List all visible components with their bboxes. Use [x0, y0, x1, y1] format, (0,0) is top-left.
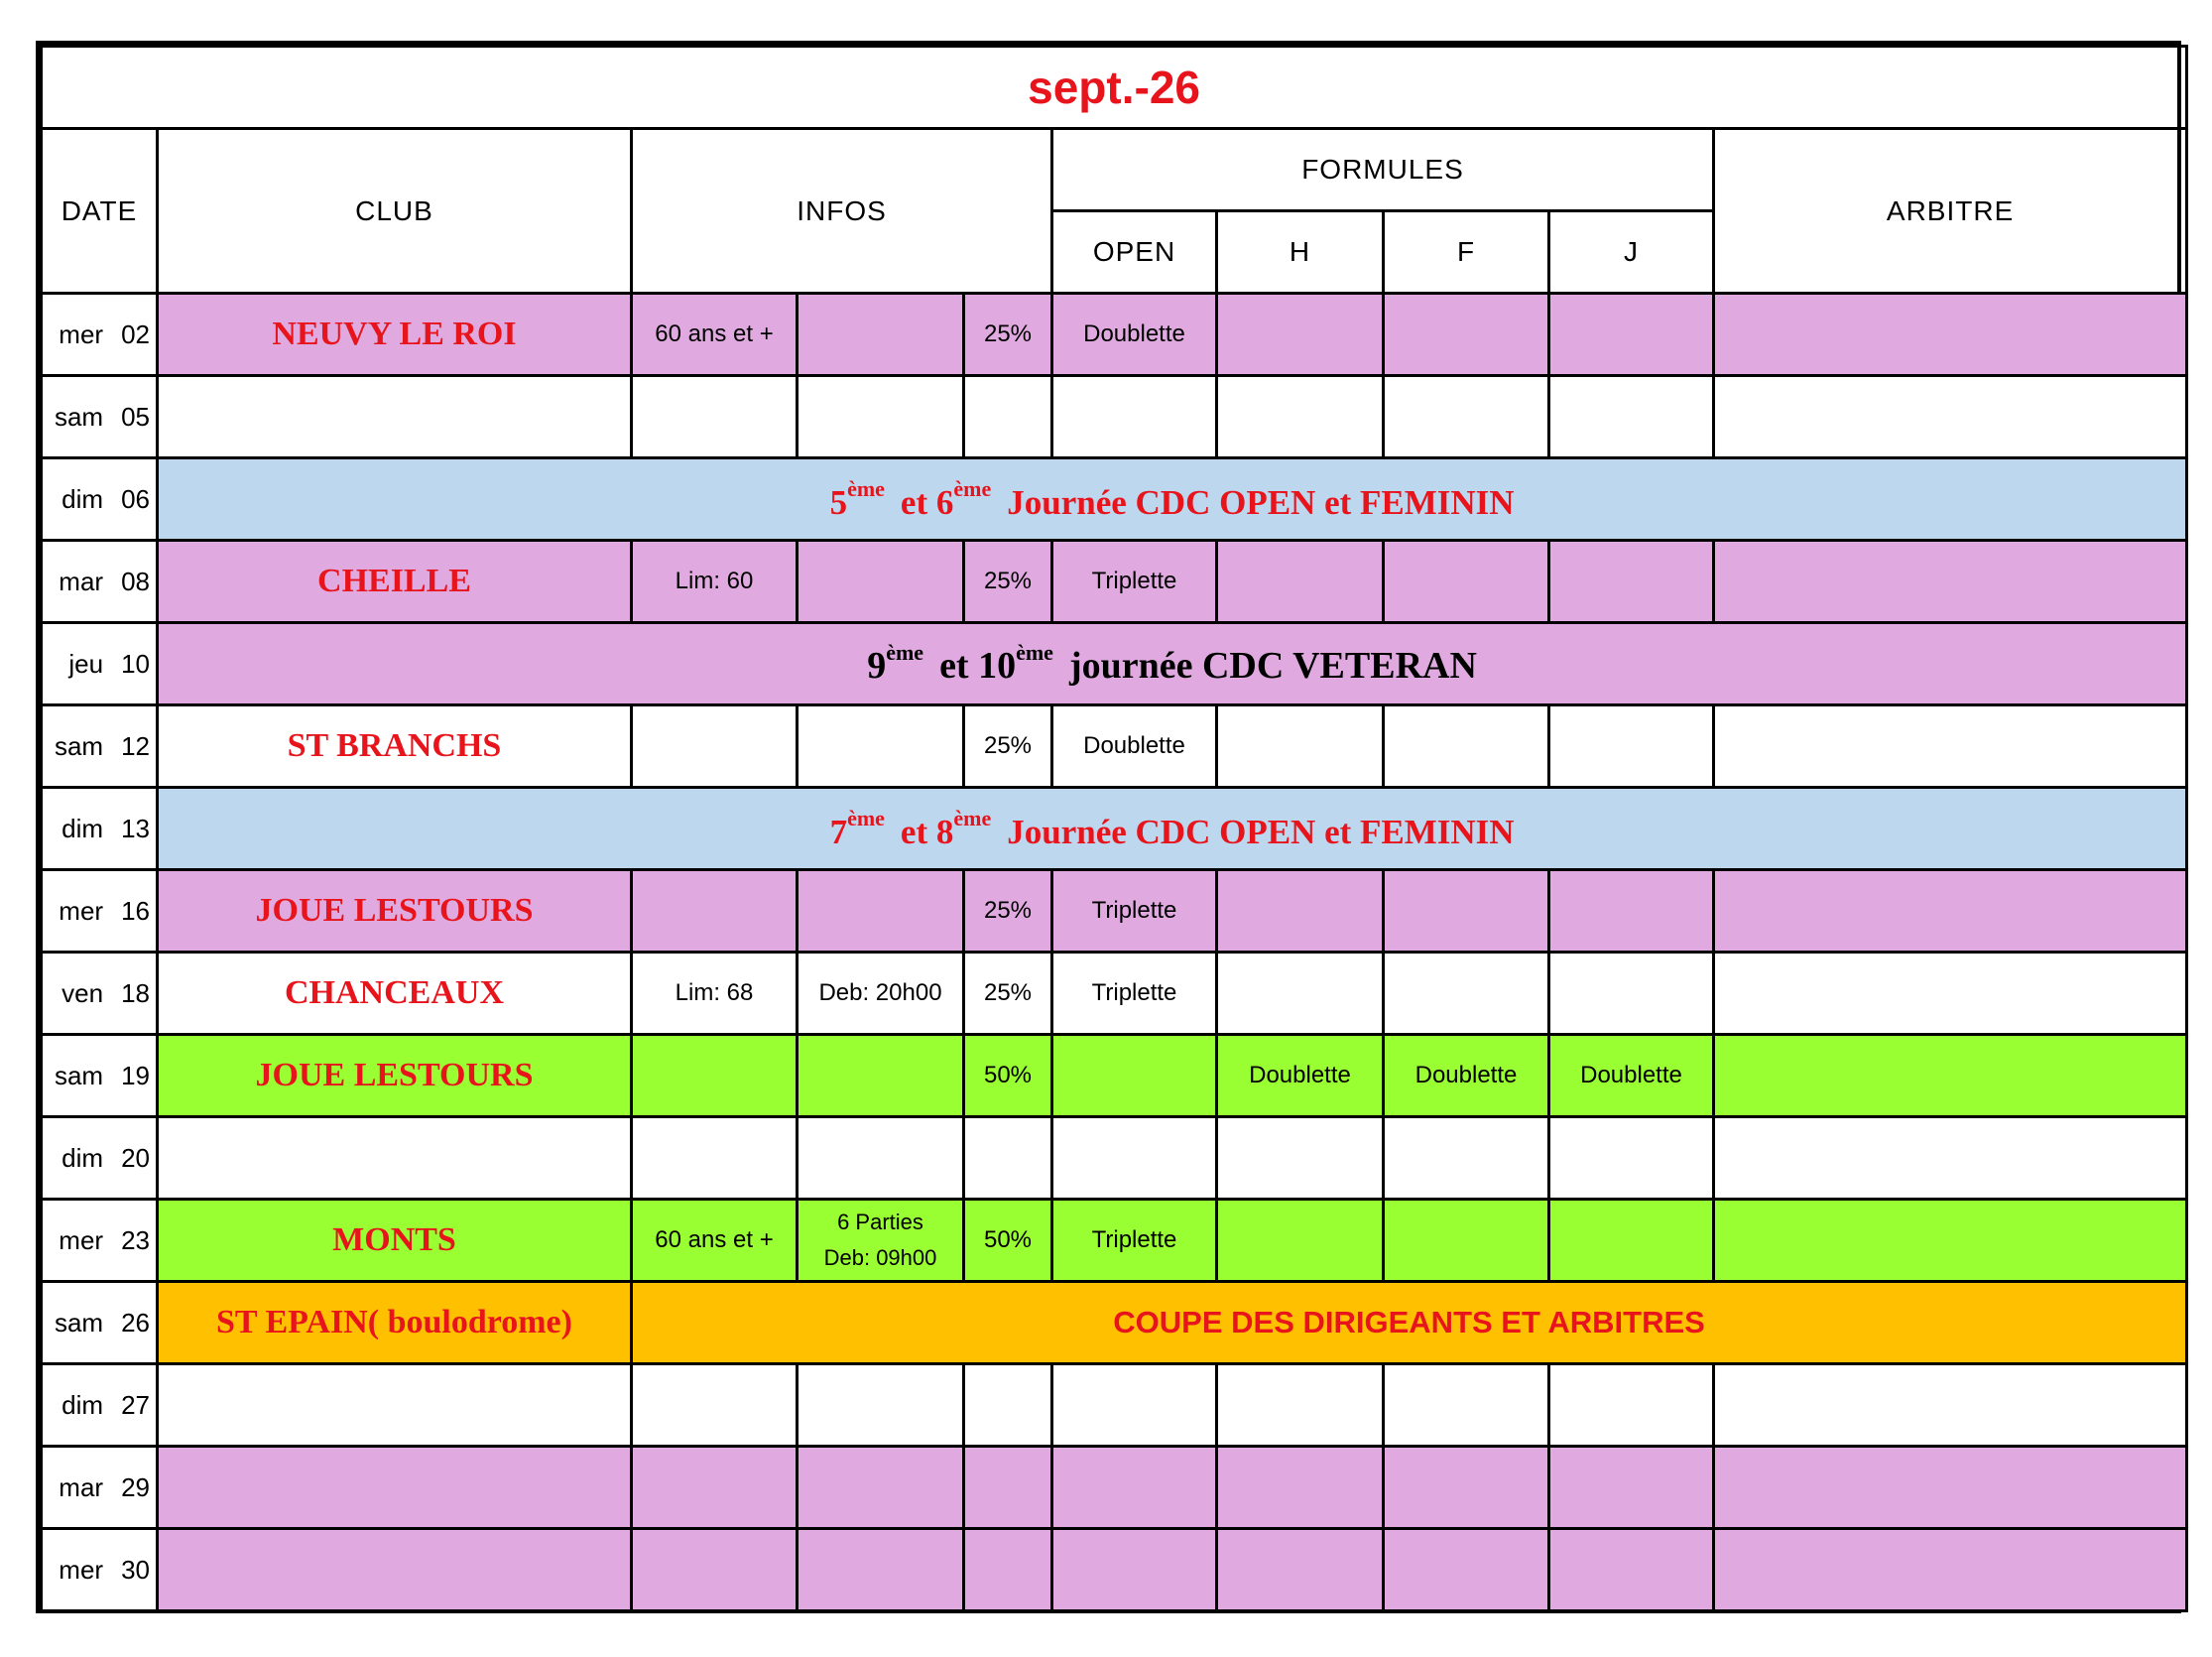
day-number: 12 — [121, 730, 150, 761]
table-row — [42, 788, 2187, 870]
percent-cell: 25% — [964, 294, 1052, 376]
h-cell — [1217, 541, 1384, 623]
info2-cell — [798, 1200, 964, 1282]
table-row — [42, 1200, 2187, 1282]
info1-cell — [632, 1529, 798, 1611]
club-cell: ST EPAIN( boulodrome) — [158, 1282, 632, 1364]
date-cell — [42, 623, 158, 705]
day-number: 18 — [121, 977, 150, 1008]
j-cell — [1549, 1529, 1714, 1611]
day-name: mer — [59, 319, 104, 349]
info2-line: 6 Parties — [837, 1210, 923, 1234]
f-cell — [1384, 1529, 1549, 1611]
percent-cell — [964, 1447, 1052, 1529]
table-row — [42, 376, 2187, 458]
table-row — [42, 1035, 2187, 1117]
banner-ordinal: et 10 — [939, 645, 1017, 687]
day-number: 19 — [121, 1060, 150, 1090]
header-j: J — [1549, 211, 1714, 294]
table-row — [42, 1364, 2187, 1447]
date-cell — [42, 294, 158, 376]
j-cell — [1549, 376, 1714, 458]
date-cell — [42, 705, 158, 788]
day-number: 08 — [121, 566, 150, 596]
f-cell — [1384, 376, 1549, 458]
club-cell: CHEILLE — [158, 541, 632, 623]
percent-cell: 25% — [964, 541, 1052, 623]
table-row — [42, 294, 2187, 376]
arbitre-cell — [1714, 1529, 2187, 1611]
j-cell — [1549, 294, 1714, 376]
open-cell: Doublette — [1052, 294, 1217, 376]
arbitre-cell — [1714, 953, 2187, 1035]
h-cell — [1217, 953, 1384, 1035]
banner-text: journée CDC VETERAN — [1068, 645, 1477, 687]
table-row — [42, 1529, 2187, 1611]
table-row — [42, 1117, 2187, 1200]
event-banner: COUPE DES DIRIGEANTS ET ARBITRES — [632, 1282, 2187, 1364]
calendar-table — [40, 45, 2188, 1612]
date-cell — [42, 1529, 158, 1611]
open-cell: Triplette — [1052, 541, 1217, 623]
banner-ordinal: et 8 — [900, 812, 954, 851]
arbitre-cell — [1714, 541, 2187, 623]
day-name: mer — [59, 1224, 104, 1255]
banner-text: Journée CDC OPEN et FEMININ — [1007, 812, 1515, 851]
f-cell — [1384, 1447, 1549, 1529]
info1-cell — [632, 870, 798, 953]
h-cell — [1217, 1447, 1384, 1529]
info2-cell — [798, 1447, 964, 1529]
info1-cell — [632, 1035, 798, 1117]
day-number: 02 — [121, 319, 150, 349]
j-cell — [1549, 870, 1714, 953]
percent-cell: 25% — [964, 870, 1052, 953]
f-cell — [1384, 1364, 1549, 1447]
day-name: dim — [61, 1142, 104, 1173]
header-club: CLUB — [158, 129, 632, 294]
info2-cell — [798, 541, 964, 623]
club-cell — [158, 1447, 632, 1529]
j-cell — [1549, 705, 1714, 788]
h-cell: Doublette — [1217, 1035, 1384, 1117]
open-cell — [1052, 1364, 1217, 1447]
day-name: sam — [54, 1060, 104, 1090]
table-row — [42, 870, 2187, 953]
banner-suffix: ème — [886, 640, 924, 665]
info1-cell — [632, 705, 798, 788]
day-number: 29 — [121, 1471, 150, 1502]
info2-line: Deb: 09h00 — [823, 1245, 937, 1270]
open-cell — [1052, 376, 1217, 458]
arbitre-cell — [1714, 1364, 2187, 1447]
arbitre-cell — [1714, 294, 2187, 376]
percent-cell: 25% — [964, 953, 1052, 1035]
date-cell — [42, 953, 158, 1035]
open-cell: Triplette — [1052, 953, 1217, 1035]
day-name: mer — [59, 895, 104, 926]
banner-suffix: ème — [1016, 640, 1053, 665]
day-name: sam — [54, 1307, 104, 1338]
date-cell — [42, 1447, 158, 1529]
day-number: 16 — [121, 895, 150, 926]
date-cell — [42, 1117, 158, 1200]
arbitre-cell — [1714, 1035, 2187, 1117]
club-cell — [158, 1117, 632, 1200]
day-number: 05 — [121, 401, 150, 432]
day-name: sam — [54, 401, 104, 432]
j-cell — [1549, 1200, 1714, 1282]
open-cell — [1052, 1447, 1217, 1529]
event-banner — [158, 788, 2187, 870]
date-cell — [42, 376, 158, 458]
event-banner — [158, 458, 2187, 541]
arbitre-cell — [1714, 705, 2187, 788]
f-cell — [1384, 870, 1549, 953]
day-name: mer — [59, 1554, 104, 1585]
banner-ordinal: 7 — [829, 812, 848, 851]
arbitre-cell — [1714, 376, 2187, 458]
club-cell: MONTS — [158, 1200, 632, 1282]
date-cell — [42, 1200, 158, 1282]
header-h: H — [1217, 211, 1384, 294]
table-row — [42, 1282, 2187, 1364]
day-number: 26 — [121, 1307, 150, 1338]
j-cell: Doublette — [1549, 1035, 1714, 1117]
h-cell — [1217, 1529, 1384, 1611]
arbitre-cell — [1714, 1117, 2187, 1200]
day-number: 23 — [121, 1224, 150, 1255]
arbitre-cell — [1714, 870, 2187, 953]
day-name: jeu — [68, 648, 104, 679]
percent-cell — [964, 1364, 1052, 1447]
header-open: OPEN — [1052, 211, 1217, 294]
club-cell: ST BRANCHS — [158, 705, 632, 788]
info2-cell — [798, 1117, 964, 1200]
club-cell — [158, 376, 632, 458]
day-name: dim — [61, 813, 104, 843]
day-number: 13 — [121, 813, 150, 843]
banner-suffix: ème — [953, 475, 992, 501]
month-title: sept.-26 — [42, 47, 2187, 129]
header-arbitre: ARBITRE — [1714, 129, 2187, 294]
info2-cell — [798, 294, 964, 376]
table-row — [42, 541, 2187, 623]
day-number: 06 — [121, 483, 150, 514]
info1-cell — [632, 1364, 798, 1447]
h-cell — [1217, 1117, 1384, 1200]
day-name: sam — [54, 730, 104, 761]
banner-suffix: ème — [847, 805, 885, 830]
header-formules: FORMULES — [1052, 129, 1714, 211]
info2-cell: Deb: 20h00 — [798, 953, 964, 1035]
day-name: dim — [61, 483, 104, 514]
banner-ordinal: et 6 — [900, 482, 954, 522]
percent-cell: 50% — [964, 1035, 1052, 1117]
j-cell — [1549, 1447, 1714, 1529]
info1-cell: Lim: 68 — [632, 953, 798, 1035]
f-cell — [1384, 1200, 1549, 1282]
open-cell — [1052, 1035, 1217, 1117]
info2-cell — [798, 376, 964, 458]
info1-cell: 60 ans et + — [632, 294, 798, 376]
j-cell — [1549, 1364, 1714, 1447]
club-cell — [158, 1364, 632, 1447]
info1-cell — [632, 1117, 798, 1200]
club-cell: CHANCEAUX — [158, 953, 632, 1035]
open-cell: Triplette — [1052, 870, 1217, 953]
club-cell — [158, 1529, 632, 1611]
day-number: 10 — [121, 648, 150, 679]
f-cell: Doublette — [1384, 1035, 1549, 1117]
event-banner — [158, 623, 2187, 705]
info1-cell: Lim: 60 — [632, 541, 798, 623]
date-cell — [42, 458, 158, 541]
banner-ordinal: 9 — [867, 645, 887, 687]
info2-cell — [798, 1529, 964, 1611]
day-number: 20 — [121, 1142, 150, 1173]
h-cell — [1217, 1364, 1384, 1447]
h-cell — [1217, 376, 1384, 458]
table-row — [42, 1447, 2187, 1529]
header-infos: INFOS — [632, 129, 1052, 294]
open-cell: Doublette — [1052, 705, 1217, 788]
day-name: ven — [61, 977, 104, 1008]
f-cell — [1384, 541, 1549, 623]
banner-suffix: ème — [953, 805, 992, 830]
j-cell — [1549, 953, 1714, 1035]
banner-suffix: ème — [847, 475, 885, 501]
info1-cell: 60 ans et + — [632, 1200, 798, 1282]
f-cell — [1384, 1117, 1549, 1200]
day-number: 30 — [121, 1554, 150, 1585]
day-name: mar — [59, 1471, 104, 1502]
percent-cell — [964, 1117, 1052, 1200]
date-cell — [42, 541, 158, 623]
h-cell — [1217, 294, 1384, 376]
date-cell — [42, 1035, 158, 1117]
date-cell — [42, 1282, 158, 1364]
open-cell — [1052, 1529, 1217, 1611]
percent-cell — [964, 376, 1052, 458]
banner-ordinal: 5 — [829, 482, 848, 522]
info2-cell — [798, 705, 964, 788]
day-name: dim — [61, 1389, 104, 1420]
calendar-sheet — [36, 41, 2181, 1613]
club-cell: JOUE LESTOURS — [158, 870, 632, 953]
club-cell: JOUE LESTOURS — [158, 1035, 632, 1117]
table-row — [42, 623, 2187, 705]
banner-text: Journée CDC OPEN et FEMININ — [1007, 482, 1515, 522]
info2-cell — [798, 1364, 964, 1447]
table-row — [42, 705, 2187, 788]
f-cell — [1384, 953, 1549, 1035]
arbitre-cell — [1714, 1447, 2187, 1529]
club-cell: NEUVY LE ROI — [158, 294, 632, 376]
j-cell — [1549, 541, 1714, 623]
day-number: 27 — [121, 1389, 150, 1420]
date-cell — [42, 870, 158, 953]
percent-cell — [964, 1529, 1052, 1611]
table-row — [42, 458, 2187, 541]
info1-cell — [632, 376, 798, 458]
open-cell — [1052, 1117, 1217, 1200]
info2-cell — [798, 870, 964, 953]
date-cell — [42, 788, 158, 870]
info1-cell — [632, 1447, 798, 1529]
header-f: F — [1384, 211, 1549, 294]
day-name: mar — [59, 566, 104, 596]
h-cell — [1217, 870, 1384, 953]
arbitre-cell — [1714, 1200, 2187, 1282]
percent-cell: 50% — [964, 1200, 1052, 1282]
h-cell — [1217, 1200, 1384, 1282]
f-cell — [1384, 705, 1549, 788]
open-cell: Triplette — [1052, 1200, 1217, 1282]
h-cell — [1217, 705, 1384, 788]
percent-cell: 25% — [964, 705, 1052, 788]
info2-cell — [798, 1035, 964, 1117]
header-date: DATE — [42, 129, 158, 294]
table-row — [42, 953, 2187, 1035]
j-cell — [1549, 1117, 1714, 1200]
date-cell — [42, 1364, 158, 1447]
f-cell — [1384, 294, 1549, 376]
